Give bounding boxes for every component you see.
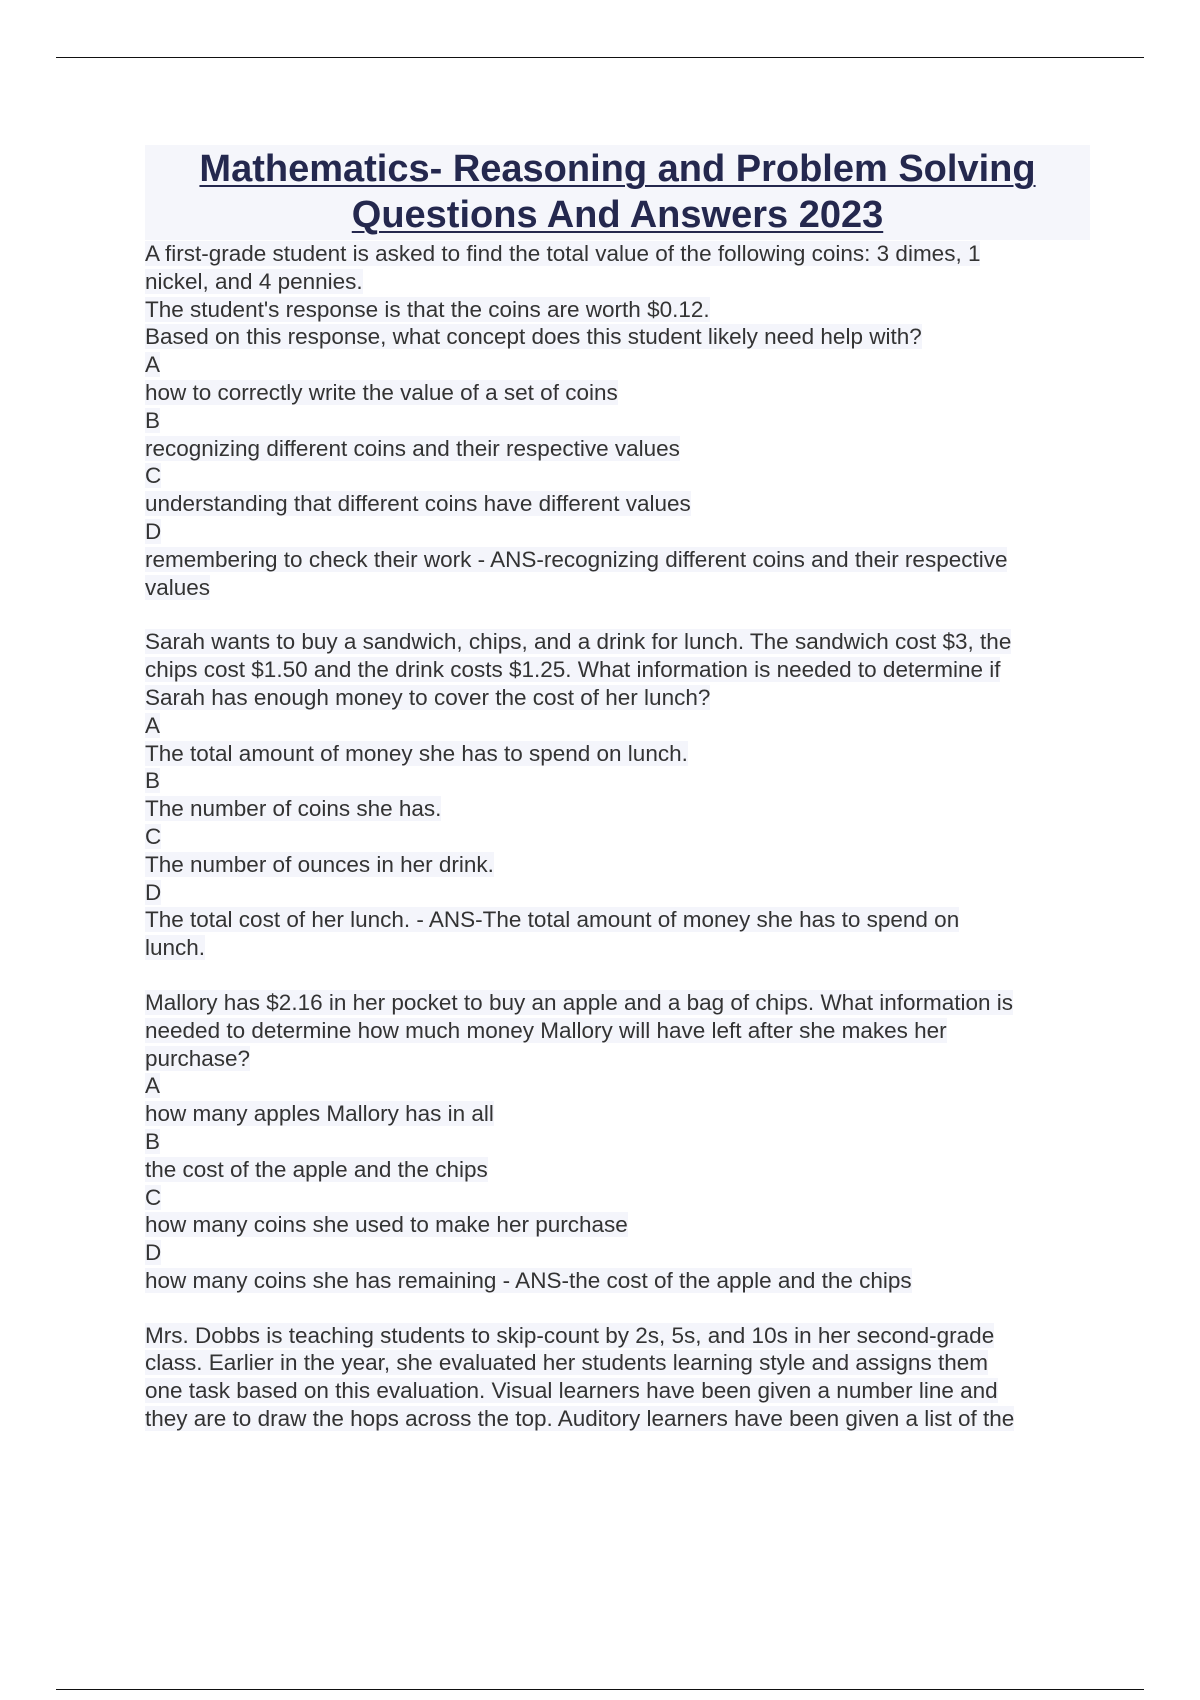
question-text: one task based on this evaluation. Visual learners have been given a number line and [145,1378,998,1404]
document-title [145,145,1090,240]
question-text: understanding that different coins have different values [145,491,691,517]
question-text-line [145,1405,1090,1433]
question-text: the cost of the apple and the chips [145,1156,488,1182]
question-text-line [145,379,1090,407]
question-text: nickel, and 4 pennies. [145,268,363,294]
question-text: Based on this response, what concept does this student likely need help with? [145,324,922,350]
document-body [145,145,1090,1433]
question-text: The number of ounces in her drink. [145,851,494,877]
question-text: how many coins she has remaining - ANS-the cost of the apple and the chips [145,1267,912,1293]
question-text-line [145,323,1090,351]
question-text-line [145,296,1090,324]
question-text-line [145,1017,1090,1045]
question-text: purchase? [145,1045,251,1071]
question-text: values [145,574,211,600]
question-text-line [145,879,1090,907]
question-text: The total cost of her lunch. - ANS-The total amount of money she has to spend on [145,907,960,933]
question-text: The total amount of money she has to spend on lunch. [145,740,688,766]
question-text-line [145,1349,1090,1377]
question-text-line [145,1322,1090,1350]
question-text-line [145,546,1090,574]
question-text: B [145,768,161,794]
question-text: how many coins she used to make her purchase [145,1212,628,1238]
footer-rule [56,1689,1144,1690]
question-text-line [145,656,1090,684]
question-text-line [145,1211,1090,1239]
question-text: remembering to check their work - ANS-recognizing different coins and their respective [145,546,1008,572]
question-text: Mallory has $2.16 in her pocket to buy an apple and a bag of chips. What information is [145,989,1014,1015]
question-block [145,989,1090,1295]
question-text: Mrs. Dobbs is teaching students to skip-count by 2s, 5s, and 10s in her second-grade [145,1322,995,1348]
question-block [145,1322,1090,1433]
question-text: A [145,712,161,738]
question-text-line [145,628,1090,656]
question-text-line [145,684,1090,712]
title-line-1: Mathematics- Reasoning and Problem Solving [199,148,1036,190]
question-text: Sarah wants to buy a sandwich, chips, and a drink for lunch. The sandwich cost $3, the [145,629,1012,655]
question-text: A first-grade student is asked to find the total value of the following coins: 3 dimes, 1 [145,241,981,266]
question-text: D [145,518,162,544]
question-text: B [145,407,161,433]
question-text-line [145,1045,1090,1073]
question-text: chips cost $1.50 and the drink costs $1.25. What information is needed to determine if [145,657,1001,683]
question-text: B [145,1128,161,1154]
question-text-line [145,851,1090,879]
question-text-line [145,1072,1090,1100]
question-text-line [145,767,1090,795]
question-text-line [145,712,1090,740]
question-list [145,240,1090,1433]
title-line-2: Questions And Answers 2023 [351,194,884,236]
question-text-line [145,490,1090,518]
question-text: D [145,1240,162,1266]
question-text: they are to draw the hops across the top. Auditory learners have been given a list of the [145,1406,1015,1432]
question-gap [145,1295,1090,1322]
question-text: Sarah has enough money to cover the cost of her lunch? [145,684,711,710]
question-text: C [145,1184,162,1210]
question-text-line [145,1239,1090,1267]
question-text: D [145,879,162,905]
question-text-line [145,823,1090,851]
question-text-line [145,989,1090,1017]
question-text-line [145,518,1090,546]
question-text: needed to determine how much money Mallory will have left after she makes her [145,1017,947,1043]
question-text-line [145,1128,1090,1156]
header-rule [56,57,1144,58]
question-text: how many apples Mallory has in all [145,1101,494,1127]
question-block [145,628,1090,962]
question-text: class. Earlier in the year, she evaluated her students learning style and assigns them [145,1350,988,1376]
question-text: how to correctly write the value of a set of coins [145,379,618,405]
question-text-line [145,240,1090,268]
question-text-line [145,1156,1090,1184]
question-block [145,240,1090,601]
question-text-line [145,268,1090,296]
question-text: lunch. [145,935,206,961]
question-text: The student's response is that the coins are worth $0.12. [145,296,710,322]
question-text-line [145,795,1090,823]
question-text: The number of coins she has. [145,796,442,822]
question-text: C [145,823,162,849]
question-text: A [145,1073,161,1099]
question-text: A [145,352,161,378]
question-text-line [145,574,1090,602]
question-gap [145,601,1090,628]
question-text-line [145,934,1090,962]
question-text-line [145,435,1090,463]
question-text-line [145,462,1090,490]
question-text-line [145,740,1090,768]
question-text-line [145,407,1090,435]
question-text-line [145,351,1090,379]
question-text-line [145,1377,1090,1405]
question-text: recognizing different coins and their respective values [145,435,680,461]
question-text-line [145,906,1090,934]
question-text-line [145,1100,1090,1128]
question-gap [145,962,1090,989]
question-text-line [145,1267,1090,1295]
question-text-line [145,1184,1090,1212]
question-text: C [145,463,162,489]
